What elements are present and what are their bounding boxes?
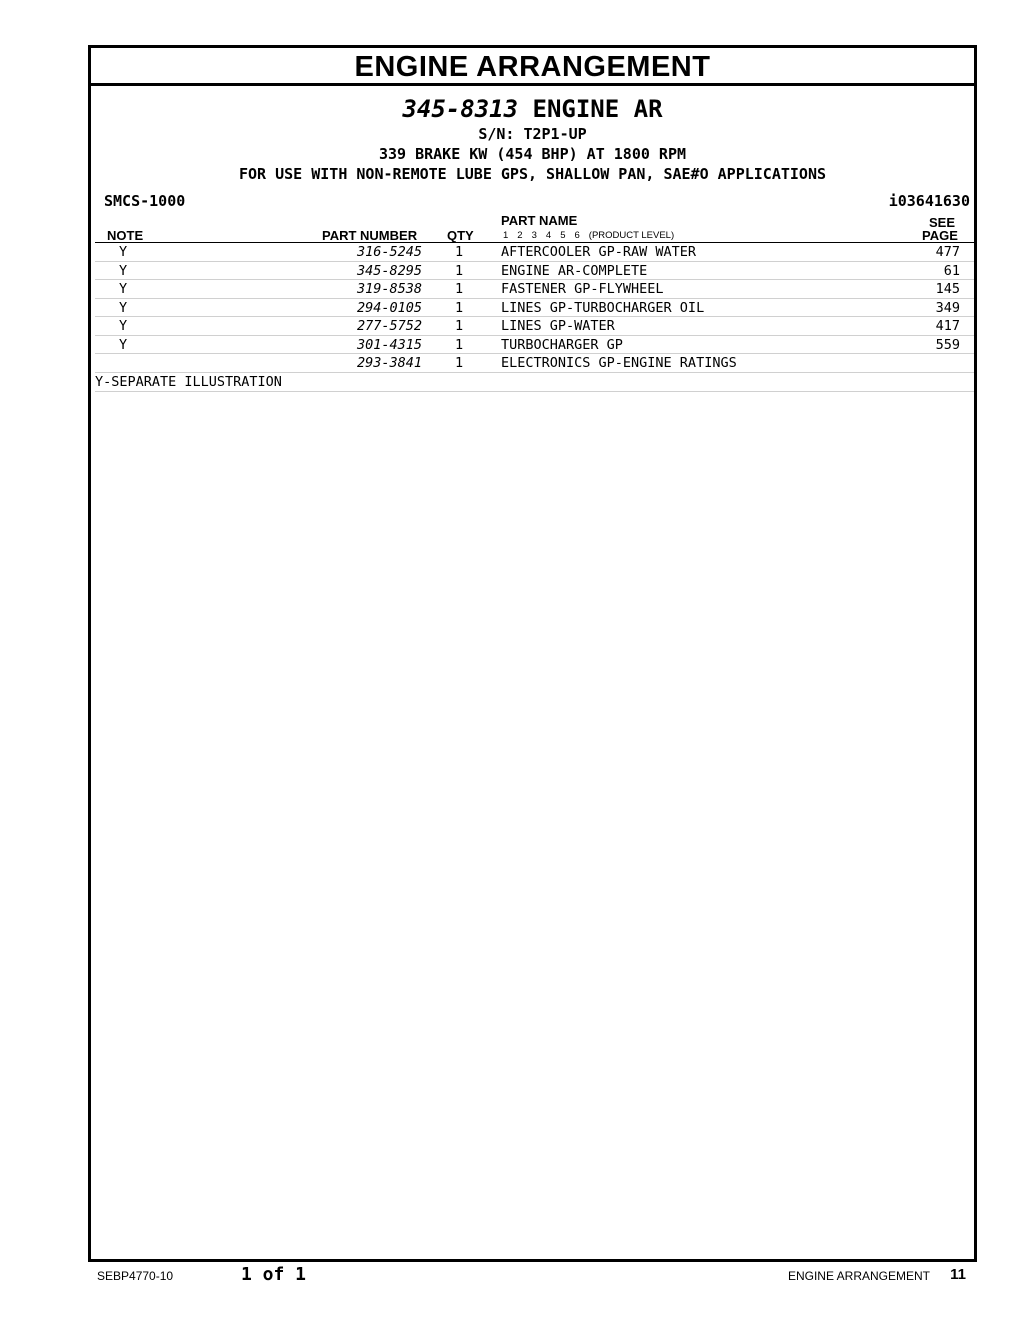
col-part-number: PART NUMBER bbox=[322, 228, 418, 243]
table-row bbox=[95, 299, 974, 318]
row-see-page[interactable]: 349 bbox=[935, 299, 960, 316]
serial-number: S/N: T2P1-UP bbox=[478, 125, 587, 143]
row-note: Y bbox=[119, 336, 128, 353]
row-see-page[interactable]: 145 bbox=[935, 281, 960, 297]
assembly-heading bbox=[91, 94, 974, 124]
row-part-name: ENGINE AR-COMPLETE bbox=[501, 262, 648, 279]
table-row bbox=[95, 336, 974, 355]
footer-page-of: 1 of 1 bbox=[241, 1264, 307, 1285]
col-page: PAGE bbox=[922, 228, 958, 243]
row-part-name: LINES GP-TURBOCHARGER OIL bbox=[501, 299, 705, 316]
level-5: 5 bbox=[560, 230, 566, 241]
row-qty: 1 bbox=[455, 262, 464, 279]
level-4: 4 bbox=[545, 230, 552, 241]
row-see-page[interactable]: 477 bbox=[935, 244, 960, 260]
row-part-number[interactable]: 319-8538 bbox=[356, 281, 422, 297]
level-1: 1 bbox=[503, 230, 509, 241]
table-row bbox=[95, 262, 974, 281]
page-title: ENGINE ARRANGEMENT bbox=[91, 48, 974, 86]
row-part-number[interactable]: 294-0105 bbox=[356, 299, 422, 316]
page-frame bbox=[88, 45, 977, 1262]
col-see: SEE bbox=[929, 215, 956, 230]
level-3: 3 bbox=[531, 230, 537, 241]
row-note: Y bbox=[119, 318, 128, 334]
row-part-number[interactable]: 293-3841 bbox=[356, 355, 422, 371]
col-qty: QTY bbox=[447, 228, 474, 243]
row-note: Y bbox=[119, 281, 128, 297]
row-part-number[interactable]: 301-4315 bbox=[356, 336, 422, 353]
row-part-number[interactable]: 277-5752 bbox=[356, 318, 422, 334]
level-2: 2 bbox=[517, 230, 523, 241]
usage-note: FOR USE WITH NON-REMOTE LUBE GPS, SHALLOW PAN, SAE#O APPLICATIONS bbox=[239, 165, 826, 183]
col-part-name: PART NAME bbox=[501, 213, 578, 228]
row-note: Y bbox=[119, 299, 128, 316]
level-6: 6 bbox=[574, 230, 580, 241]
col-note: NOTE bbox=[107, 228, 144, 243]
row-part-name: AFTERCOOLER GP-RAW WATER bbox=[501, 244, 697, 260]
footer-page-number: 11 bbox=[950, 1266, 966, 1283]
smcs-row bbox=[91, 190, 974, 212]
row-qty: 1 bbox=[455, 336, 464, 353]
smcs-code: SMCS-1000 bbox=[104, 192, 186, 210]
row-part-name: ELECTRONICS GP-ENGINE RATINGS bbox=[501, 355, 737, 371]
row-note: Y bbox=[119, 262, 128, 279]
row-qty: 1 bbox=[455, 299, 464, 316]
row-qty: 1 bbox=[455, 244, 464, 260]
row-part-name: FASTENER GP-FLYWHEEL bbox=[501, 281, 664, 297]
footer-section: ENGINE ARRANGEMENT bbox=[787, 1269, 930, 1283]
row-see-page[interactable]: 559 bbox=[935, 336, 960, 353]
assembly-part-name: ENGINE AR bbox=[532, 95, 663, 123]
row-qty: 1 bbox=[455, 281, 464, 297]
row-qty: 1 bbox=[455, 318, 464, 334]
row-see-page[interactable]: 417 bbox=[935, 318, 960, 334]
row-see-page[interactable]: 61 bbox=[943, 262, 960, 279]
row-note: Y bbox=[119, 244, 128, 260]
row-part-number[interactable]: 345-8295 bbox=[356, 262, 422, 279]
engine-rating: 339 BRAKE KW (454 BHP) AT 1800 RPM bbox=[378, 145, 687, 163]
parts-table-body bbox=[91, 243, 974, 373]
assembly-part-number: 345-8313 bbox=[402, 95, 519, 123]
levels-label: (PRODUCT LEVEL) bbox=[588, 230, 675, 241]
table-row bbox=[95, 317, 974, 336]
row-part-name: LINES GP-WATER bbox=[501, 318, 615, 334]
row-part-number[interactable]: 316-5245 bbox=[356, 244, 422, 260]
product-levels bbox=[503, 230, 683, 241]
footer-doc-code: SEBP4770-10 bbox=[97, 1269, 174, 1283]
table-row bbox=[95, 280, 974, 299]
row-part-name: TURBOCHARGER GP bbox=[501, 336, 623, 353]
document-id: i03641630 bbox=[888, 192, 970, 210]
row-qty: 1 bbox=[455, 355, 464, 371]
footnote: Y-SEPARATE ILLUSTRATION bbox=[95, 373, 974, 392]
table-row bbox=[95, 243, 974, 262]
table-header bbox=[95, 212, 974, 243]
table-row bbox=[95, 354, 974, 373]
